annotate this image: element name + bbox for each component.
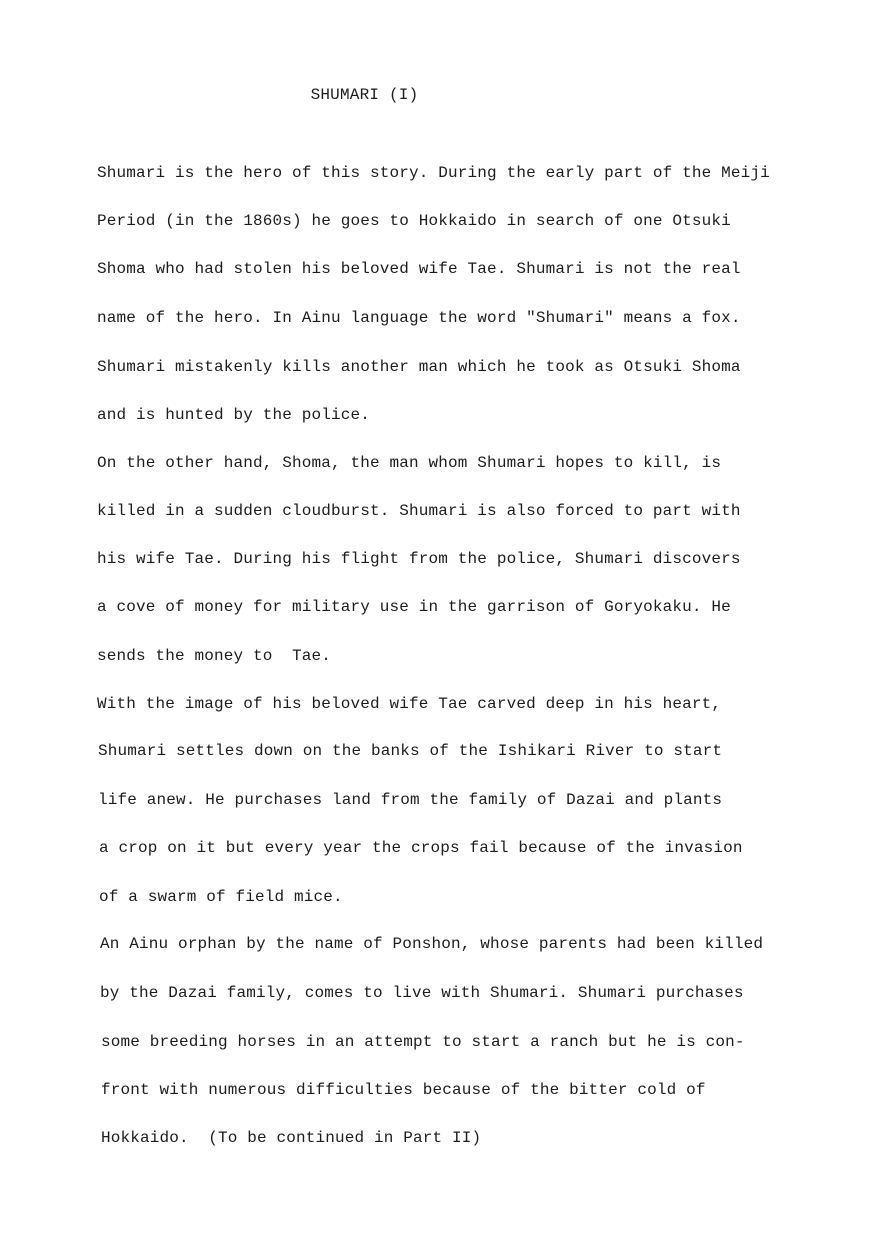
body-line-10: a cove of money for military use in the garrison of Goryokaku. He: [97, 598, 731, 616]
body-line-21: Hokkaido. (To be continued in Part II): [101, 1129, 482, 1147]
body-line-9: his wife Tae. During his flight from the police, Shumari discovers: [97, 550, 741, 568]
body-line-1: Shumari is the hero of this story. During the early part of the Meiji: [97, 164, 770, 182]
body-line-15: a crop on it but every year the crops fail because of the invasion: [99, 839, 743, 857]
body-line-7: On the other hand, Shoma, the man whom Shumari hopes to kill, is: [97, 454, 722, 472]
body-line-13: Shumari settles down on the banks of the Ishikari River to start: [98, 742, 723, 760]
body-line-4: name of the hero. In Ainu language the word "Shumari" means a fox.: [97, 309, 741, 327]
body-line-11: sends the money to Tae.: [97, 647, 332, 665]
body-line-16: of a swarm of field mice.: [99, 888, 343, 906]
body-line-19: some breeding horses in an attempt to start a ranch but he is con-: [101, 1033, 745, 1051]
body-line-12: With the image of his beloved wife Tae carved deep in his heart,: [97, 695, 722, 713]
body-line-2: Period (in the 1860s) he goes to Hokkaido in search of one Otsuki: [97, 212, 731, 230]
body-line-20: front with numerous difficulties because of the bitter cold of: [101, 1081, 706, 1099]
body-line-6: and is hunted by the police.: [97, 406, 371, 424]
body-line-8: killed in a sudden cloudburst. Shumari is also forced to part with: [97, 502, 741, 520]
body-line-5: Shumari mistakenly kills another man which he took as Otsuki Shoma: [97, 358, 741, 376]
document-title: SHUMARI (I): [310, 86, 419, 104]
body-line-3: Shoma who had stolen his beloved wife Tae. Shumari is not the real: [97, 260, 741, 278]
body-line-17: An Ainu orphan by the name of Ponshon, whose parents had been killed: [100, 935, 764, 953]
body-line-18: by the Dazai family, comes to live with Shumari. Shumari purchases: [100, 984, 744, 1002]
body-line-14: life anew. He purchases land from the family of Dazai and plants: [98, 791, 723, 809]
